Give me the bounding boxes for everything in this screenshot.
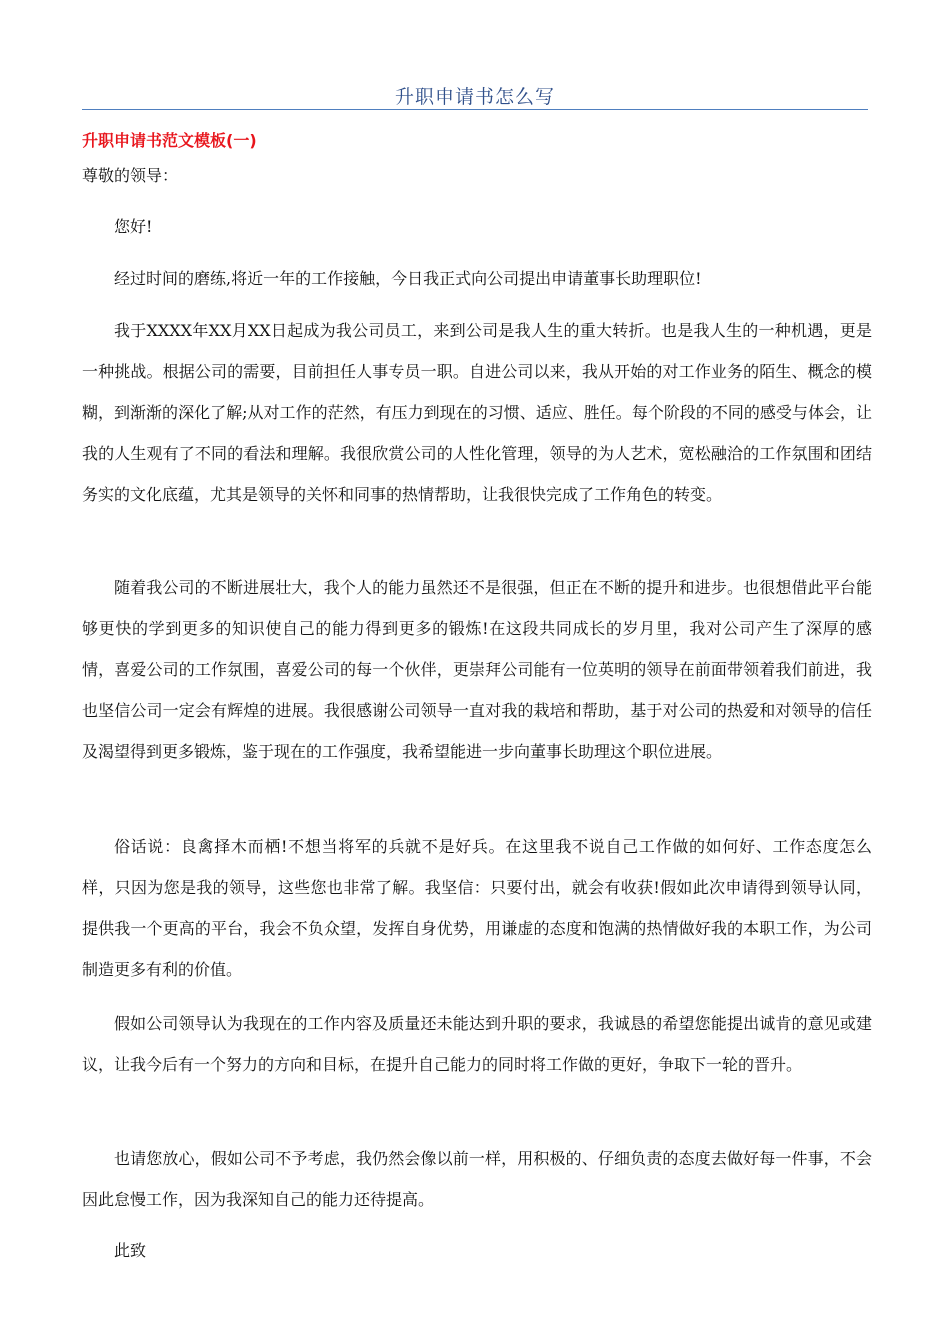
paragraph-greeting: 您好! — [114, 217, 153, 236]
paragraph-growth: 随着我公司的不断进展壮大，我个人的能力虽然还不是很强，但正在不断的提升和进步。也很想借此平台能够更快的学到更多的知识使自己的能力得到更多的锻炼!在这段共同成长的岁月里，我对公司产生了深厚的感情，喜爱公司的工作氛围，喜爱公司的每一个伙伴，更崇拜公司能有一位英明的领导在前面带领着我们前进，我也坚信公司一定会有辉煌的进展。我很感谢公司领导一直对我的栽培和帮助，基于对公司的热爱和对领导的信任及渴望得到更多锻炼，鉴于现在的工作强度，我希望能进一步向董事长助理这个职位进展。 — [82, 578, 872, 761]
paragraph-assurance: 也请您放心，假如公司不予考虑，我仍然会像以前一样，用积极的、仔细负责的态度去做好每一件事，不会因此怠慢工作，因为我深知自己的能力还待提高。 — [82, 1149, 872, 1209]
paragraph-closing: 此致 — [114, 1241, 147, 1260]
paragraph-application: 经过时间的磨练,将近一年的工作接触，今日我正式向公司提出申请董事长助理职位! — [114, 269, 702, 288]
salutation: 尊敬的领导： — [82, 166, 179, 185]
page-header-title: 升职申请书怎么写 — [394, 86, 555, 108]
paragraph-feedback: 假如公司领导认为我现在的工作内容及质量还未能达到升职的要求，我诚恳的希望您能提出诚肯的意见或建议，让我今后有一个努力的方向和目标，在提升自己能力的同时将工作做的更好，争取下一轮的晋升。 — [82, 1014, 872, 1074]
paragraph-proverb: 俗话说：良禽择木而栖!不想当将军的兵就不是好兵。在这里我不说自己工作做的如何好、工作态度怎么样，只因为您是我的领导，这些您也非常了解。我坚信：只要付出，就会有收获!假如此次申请得到领导认同，提供我一个更高的平台，我会不负众望，发挥自身优势，用谦虚的态度和饱满的热情做好我的本职工作，为公司制造更多有利的价值。 — [82, 837, 872, 979]
header-divider — [82, 109, 868, 110]
paragraph-background: 我于XXXX年XX月XX日起成为我公司员工，来到公司是我人生的重大转折。也是我人生的一种机遇，更是一种挑战。根据公司的需要，目前担任人事专员一职。自进公司以来，我从开始的对工作业务的陌生、概念的模糊，到渐渐的深化了解;从对工作的茫然，有压力到现在的习惯、适应、胜任。每个阶段的不同的感受与体会，让我的人生观有了不同的看法和理解。我很欣赏公司的人性化管理，领导的为人艺术，宽松融洽的工作氛围和团结务实的文化底蕴，尤其是领导的关怀和同事的热情帮助，让我很快完成了工作角色的转变。 — [82, 321, 872, 504]
section-title: 升职申请书范文模板(一) — [82, 131, 257, 150]
